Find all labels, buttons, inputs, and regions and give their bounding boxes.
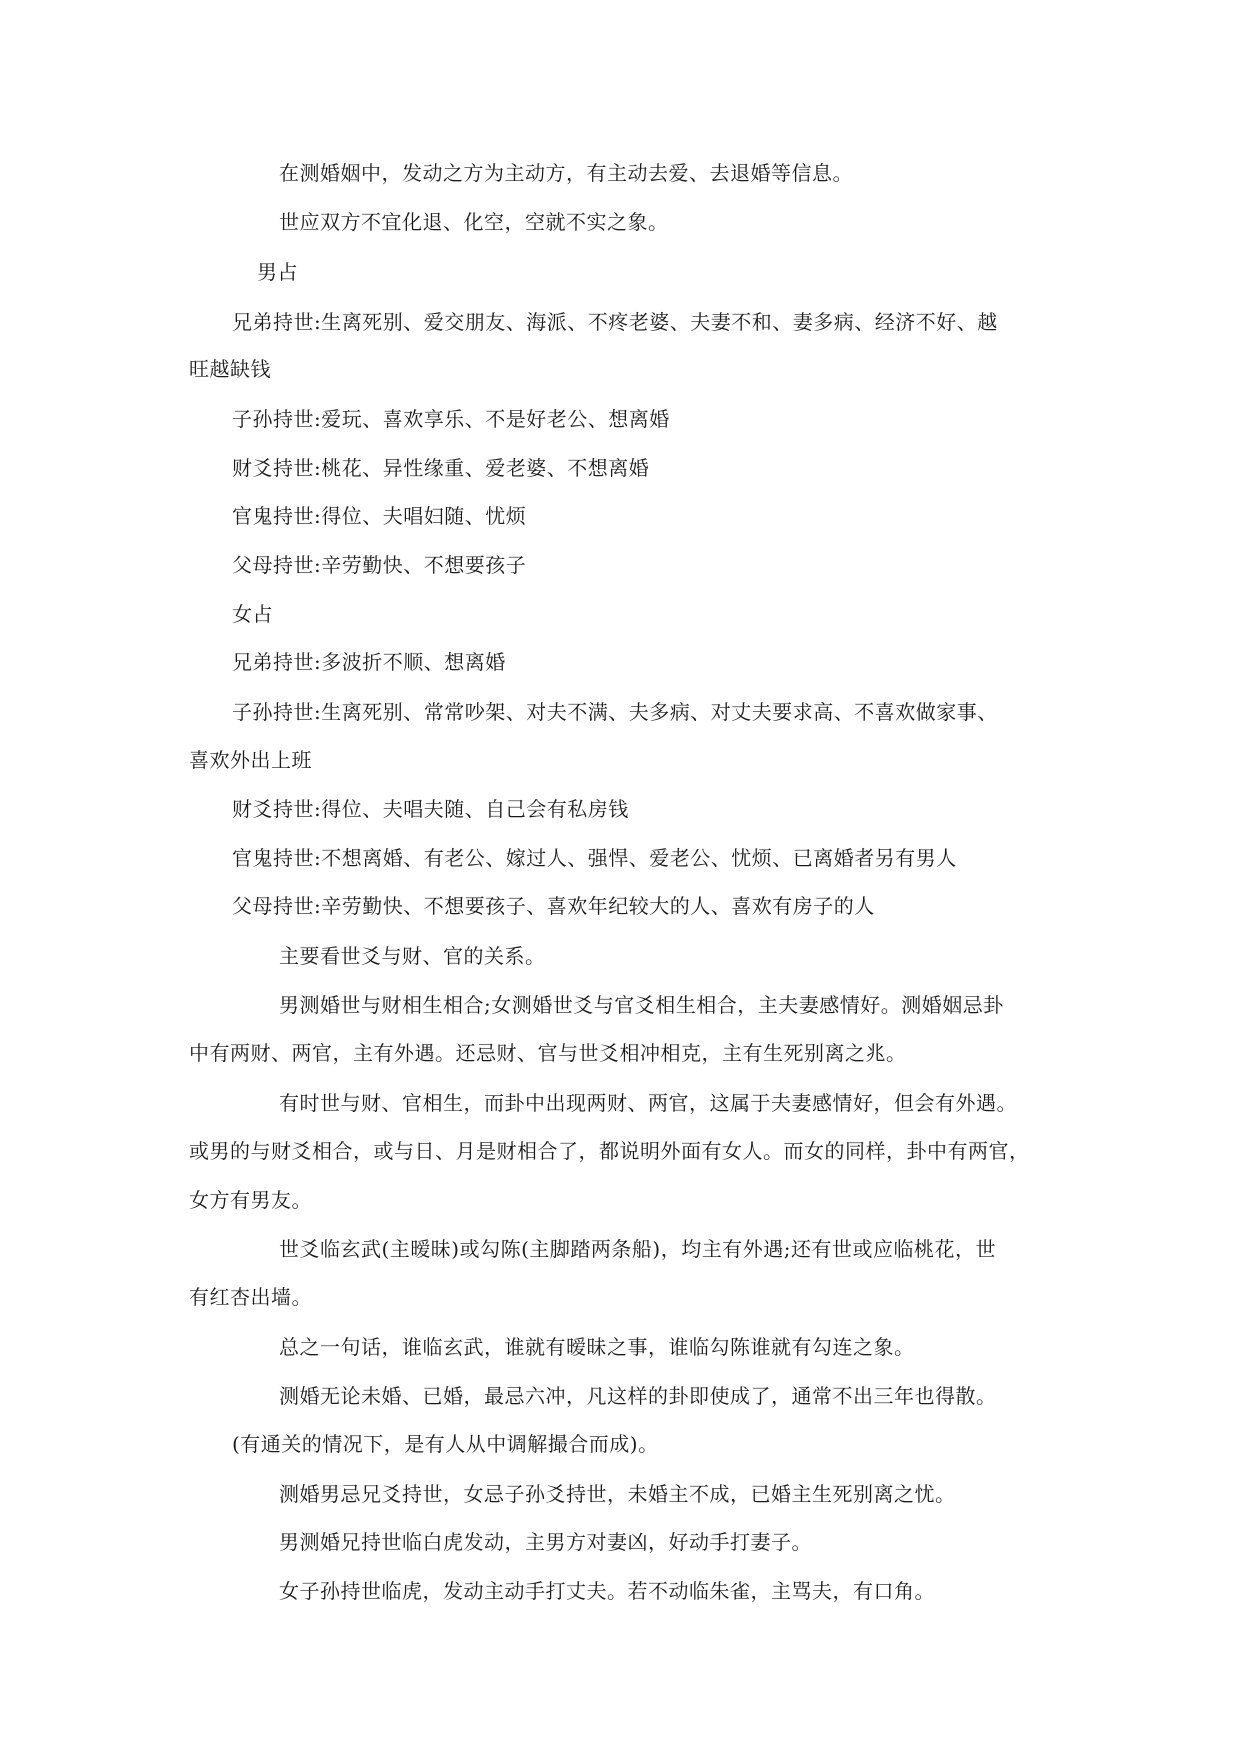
paragraph-line: 中有两财、两官，主有外遇。还忌财、官与世爻相冲相克，主有生死别离之兆。 (189, 1041, 907, 1065)
paragraph-line: 女子孙持世临虎，发动主动手打丈夫。若不动临朱雀，主骂夫，有口角。 (279, 1579, 935, 1603)
paragraph-line: 父母持世:辛劳勤快、不想要孩子、喜欢年纪较大的人、喜欢有房子的人 (232, 894, 875, 918)
paragraph-line: 或男的与财爻相合，或与日、月是财相合了，都说明外面有女人。而女的同样，卦中有两官， (189, 1139, 1030, 1163)
paragraph-line: 女方有男友。 (189, 1188, 312, 1212)
paragraph-line: 子孙持世:生离死别、常常吵架、对夫不满、夫多病、对丈夫要求高、不喜欢做家事、 (232, 700, 998, 724)
paragraph-line: 官鬼持世:得位、夫唱妇随、忧烦 (232, 504, 527, 528)
paragraph-line: 官鬼持世:不想离婚、有老公、嫁过人、强悍、爱老公、忧烦、已离婚者另有男人 (232, 846, 957, 870)
paragraph-line: 子孙持世:爱玩、喜欢享乐、不是好老公、想离婚 (232, 407, 670, 431)
paragraph-line: 测婚无论未婚、已婚，最忌六冲，凡这样的卦即使成了，通常不出三年也得散。 (279, 1384, 997, 1408)
paragraph-line: 有时世与财、官相生，而卦中出现两财、两官，这属于夫妻感情好，但会有外遇。 (279, 1091, 1017, 1115)
paragraph-line: 在测婚姻中，发动之方为主动方，有主动去爱、去退婚等信息。 (279, 161, 853, 185)
paragraph-line: 兄弟持世:多波折不顺、想离婚 (232, 650, 506, 674)
paragraph-line: 世应双方不宜化退、化空，空就不实之象。 (279, 210, 669, 234)
paragraph-line: 父母持世:辛劳勤快、不想要孩子 (232, 553, 527, 577)
paragraph-line: 总之一句话，谁临玄武，谁就有暧昧之事，谁临勾陈谁就有勾连之象。 (279, 1335, 915, 1359)
paragraph-line: 财爻持世:得位、夫唱夫随、自己会有私房钱 (232, 797, 629, 821)
paragraph-line: 男测婚兄持世临白虎发动，主男方对妻凶，好动手打妻子。 (279, 1530, 812, 1554)
paragraph-line: (有通关的情况下，是有人从中调解撮合而成)。 (232, 1432, 659, 1456)
paragraph-line: 旺越缺钱 (189, 357, 271, 381)
paragraph-line: 有红杏出墙。 (189, 1285, 312, 1309)
paragraph-line: 主要看世爻与财、官的关系。 (279, 944, 546, 968)
paragraph-line: 测婚男忌兄爻持世，女忌子孙爻持世，未婚主不成，已婚主生死别离之忧。 (279, 1482, 956, 1506)
paragraph-line: 世爻临玄武(主暧昧)或勾陈(主脚踏两条船)，均主有外遇;还有世或应临桃花，世 (279, 1237, 996, 1261)
paragraph-line: 财爻持世:桃花、异性缘重、爱老婆、不想离婚 (232, 456, 650, 480)
section-heading-female: 女占 (232, 602, 273, 626)
paragraph-line: 男测婚世与财相生相合;女测婚世爻与官爻相生相合，主夫妻感情好。测婚姻忌卦 (279, 993, 1004, 1017)
section-heading-male: 男占 (257, 260, 298, 284)
paragraph-line: 喜欢外出上班 (189, 748, 312, 772)
paragraph-line: 兄弟持世:生离死别、爱交朋友、海派、不疼老婆、夫妻不和、妻多病、经济不好、越 (232, 310, 998, 334)
